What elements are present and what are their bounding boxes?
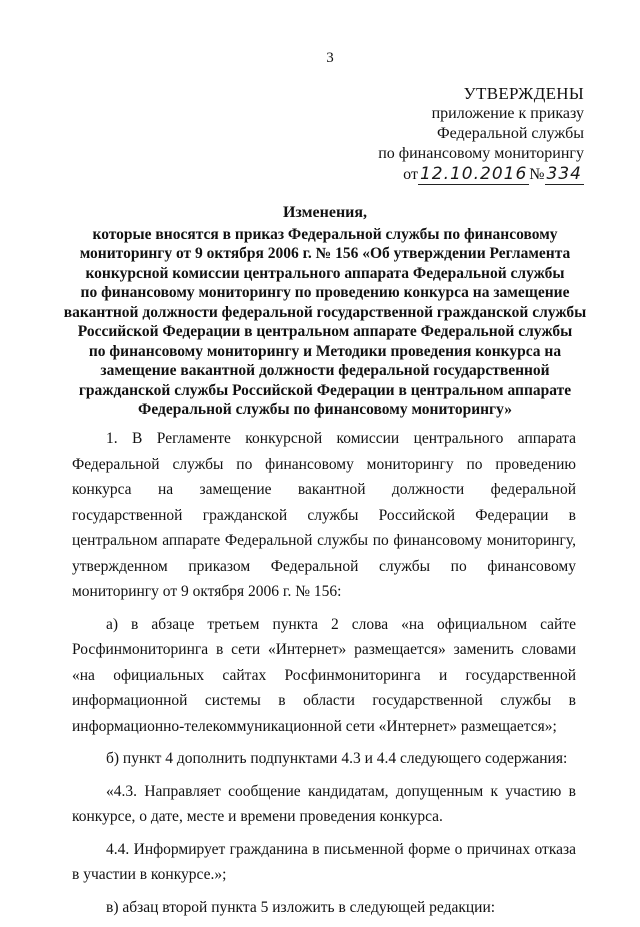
approval-line-3: по финансовому мониторингу — [378, 145, 584, 162]
number-label: № — [529, 166, 545, 183]
paragraph-1: 1. В Регламенте конкурсной комиссии центрального аппарата Федеральной службы по финансовому мониторингу по проведению конкурса на замещение вакантной должности федеральной государственной гражданской службы Российской Федерации в центральном аппарате Федеральной службы по финансовому мониторингу, утвержденном приказом Федеральной службы по финансовому мониторингу от 9 октября 2006 г. № 156: — [72, 430, 576, 600]
paragraph-a: а) в абзаце третьем пункта 2 слова «на официальном сайте Росфинмониторинга в сети «Интернет» размещается» заменить словами «на официальных сайтах Росфинмониторинга и государственной информационной системы в области государственной службы в информационно-телекоммуникационной сети «Интернет» размещается»; — [72, 615, 576, 735]
title-line: которые вносятся в приказ Федеральной службы по финансовому — [92, 225, 558, 243]
paragraph-4-3: «4.3. Направляет сообщение кандидатам, допущенным к участию в конкурсе, о дате, месте и времени проведения конкурса. — [72, 782, 576, 825]
title-line: Федеральной службы по финансовому мониторингу» — [138, 401, 512, 418]
paragraph-v: в) абзац второй пункта 5 изложить в следующей редакции: — [106, 898, 496, 916]
document-title-block — [60, 203, 590, 420]
approval-line-1: приложение к приказу — [431, 105, 584, 122]
document-body — [72, 426, 576, 927]
from-label: от — [403, 166, 418, 183]
title-line: гражданской службы Российской Федерации в центральном аппарате — [78, 381, 572, 399]
title-line: по финансовому мониторингу по проведению конкурса на замещение — [80, 284, 570, 301]
handwritten-number: 334 — [546, 164, 582, 184]
title-line: вакантной должности федеральной государственной гражданской службы — [63, 303, 587, 321]
title-line: конкурсной комиссии центрального аппарата Федеральной службы — [85, 264, 565, 282]
paragraph-4-4: 4.4. Информирует гражданина в письменной форме о причинах отказа в участии в конкурсе.»; — [72, 840, 576, 883]
handwritten-date: 12.10.2016 — [419, 164, 528, 184]
approval-line-2: Федеральной службы — [436, 125, 584, 142]
approval-stamp-block — [378, 84, 584, 185]
title-line: Российской Федерации в центральном аппарате Федеральной службы — [77, 323, 573, 340]
approval-date-line — [403, 164, 584, 185]
title-line: по финансовому мониторингу и Методики проведения конкурса на — [88, 342, 562, 360]
approved-title: УТВЕРЖДЕНЫ — [463, 84, 584, 103]
page-number: 3 — [326, 50, 334, 66]
paragraph-b: б) пункт 4 дополнить подпунктами 4.3 и 4.4 следующего содержания: — [106, 750, 568, 767]
title-line: мониторингу от 9 октября 2006 г. № 156 «Об утверждении Регламента — [79, 245, 571, 262]
title-line: замещение вакантной должности федеральной государственной — [100, 362, 550, 379]
document-heading: Изменения, — [282, 204, 368, 221]
